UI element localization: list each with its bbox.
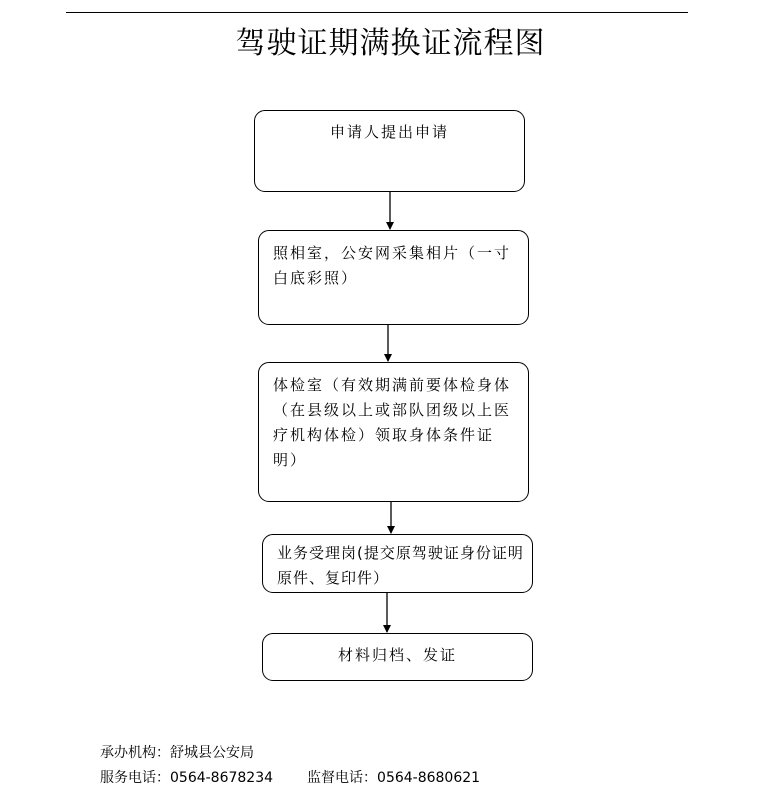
- step-business-acceptance: [262, 534, 533, 593]
- page-title: 驾驶证期满换证流程图: [235, 26, 546, 61]
- step-text: 材料归档、发证: [337, 646, 457, 664]
- step-text: 申请人提出申请: [329, 123, 449, 141]
- agency-name: 舒城县公安局: [170, 745, 254, 761]
- footer-agency: [100, 742, 254, 762]
- step-medical-exam: [258, 362, 529, 502]
- step-apply: [254, 110, 525, 192]
- supervise-phone: 0564-8680621: [377, 770, 481, 786]
- service-phone-label: 服务电话：: [100, 770, 170, 786]
- step-archive-issue: [262, 633, 533, 681]
- step-photo: [258, 230, 529, 325]
- step-text: 照相室，公安网采集相片（一寸白底彩照）: [273, 244, 512, 287]
- step-text: 体检室（有效期满前要体检身体（在县级以上或部队团级以上医疗机构体检）领取身体条件证明）: [273, 376, 512, 469]
- agency-label: 承办机构：: [100, 745, 170, 761]
- supervise-phone-label: 监督电话：: [307, 770, 378, 786]
- footer-phones: [100, 767, 480, 787]
- step-text: 业务受理岗(提交原驾驶证身份证明原件、复印件）: [277, 544, 524, 587]
- service-phone: 0564-8678234: [170, 770, 274, 786]
